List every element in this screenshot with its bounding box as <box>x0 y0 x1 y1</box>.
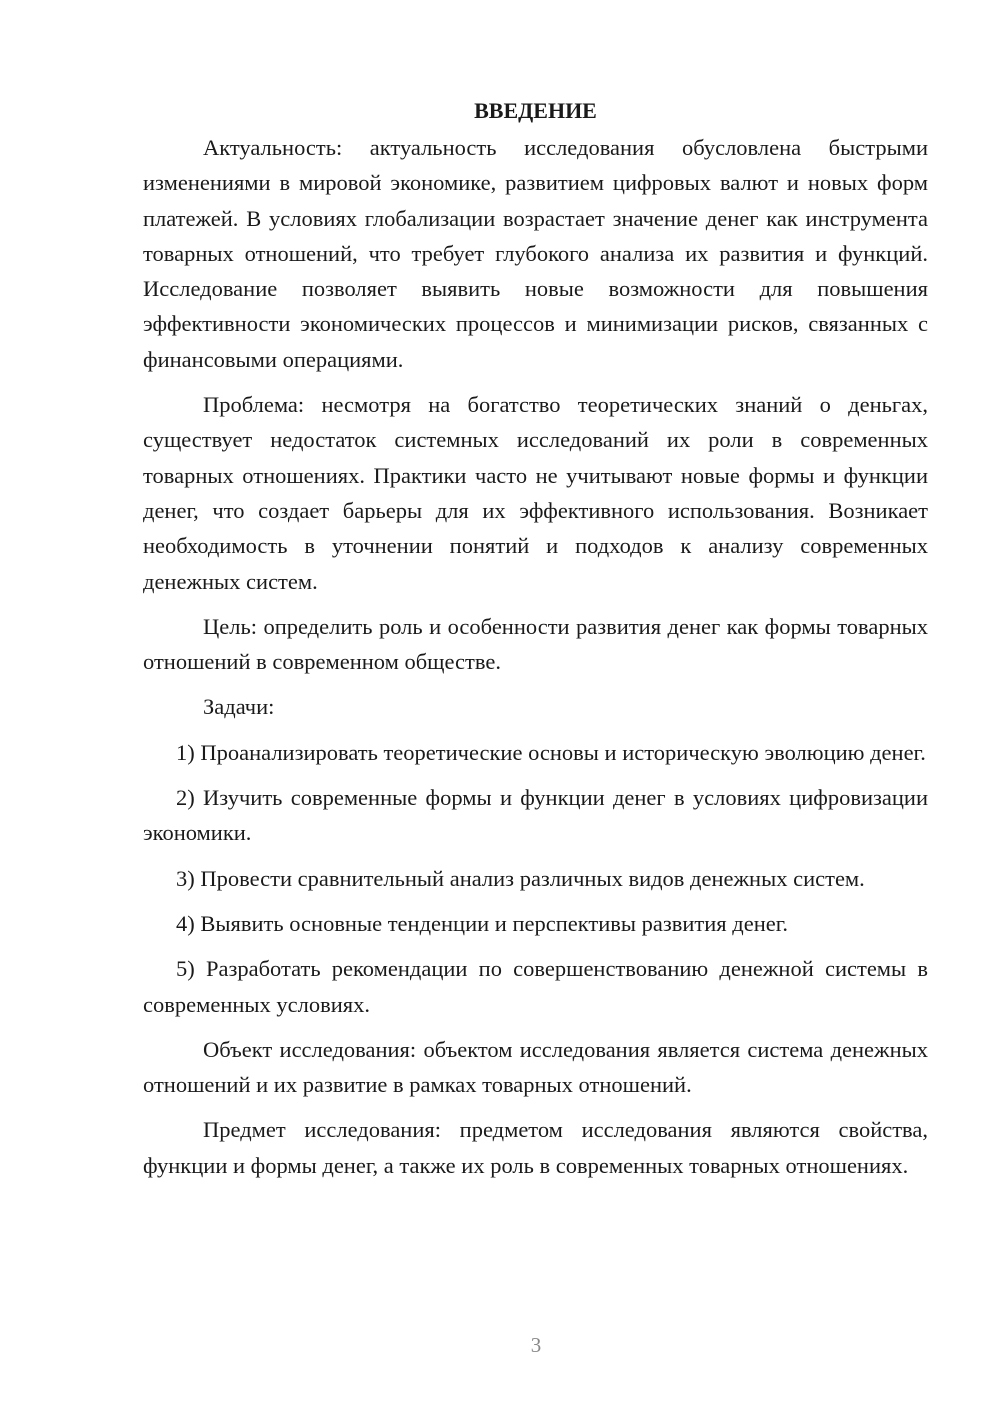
page-number: 3 <box>530 1333 542 1357</box>
goal-paragraph: Цель: определить роль и особенности развития денег как формы товарных отношений в современном обществе. <box>143 613 928 675</box>
tasks-heading: Задачи: <box>203 694 275 720</box>
subject-paragraph: Предмет исследования: предметом исследования являются свойства, функции и формы денег, а также их роль в современных товарных отношениях. <box>143 1117 928 1178</box>
problem-paragraph: Проблема: несмотря на богатство теоретических знаний о деньгах, существует недостаток системных исследований их роли в современных товарных отношениях. Практики часто не учитывают новые формы и функции денег, что создает барьеры для их эффективного использования. Возникает необходимость в уточнении понятий и подходов к анализу современных денежных систем. <box>143 392 928 594</box>
section-title: ВВЕДЕНИЕ <box>474 98 597 123</box>
object-paragraph: Объект исследования: объектом исследования является система денежных отношений и их развитие в рамках товарных отношений. <box>143 1036 928 1098</box>
task-item: 3) Провести сравнительный анализ различных видов денежных систем. <box>176 865 865 891</box>
task-item: 1) Проанализировать теоретические основы и историческую эволюцию денег. <box>176 739 926 765</box>
page-content <box>143 93 928 1193</box>
task-item: 5) Разработать рекомендации по совершенствованию денежной системы в современных условиях. <box>143 956 928 1017</box>
task-item: 4) Выявить основные тенденции и перспективы развития денег. <box>176 910 789 936</box>
relevance-paragraph: Актуальность: актуальность исследования обусловлена быстрыми изменениями в мировой экономике, развитием цифровых валют и новых форм платежей. В условиях глобализации возрастает значение денег как инструмента товарных отношений, что требует глубокого анализа их развития и функций. Исследование позволяет выявить новые возможности для повышения эффективности экономических процессов и минимизации рисков, связанных с финансовыми операциями. <box>143 135 928 372</box>
task-item: 2) Изучить современные формы и функции денег в условиях цифровизации экономики. <box>143 785 928 846</box>
